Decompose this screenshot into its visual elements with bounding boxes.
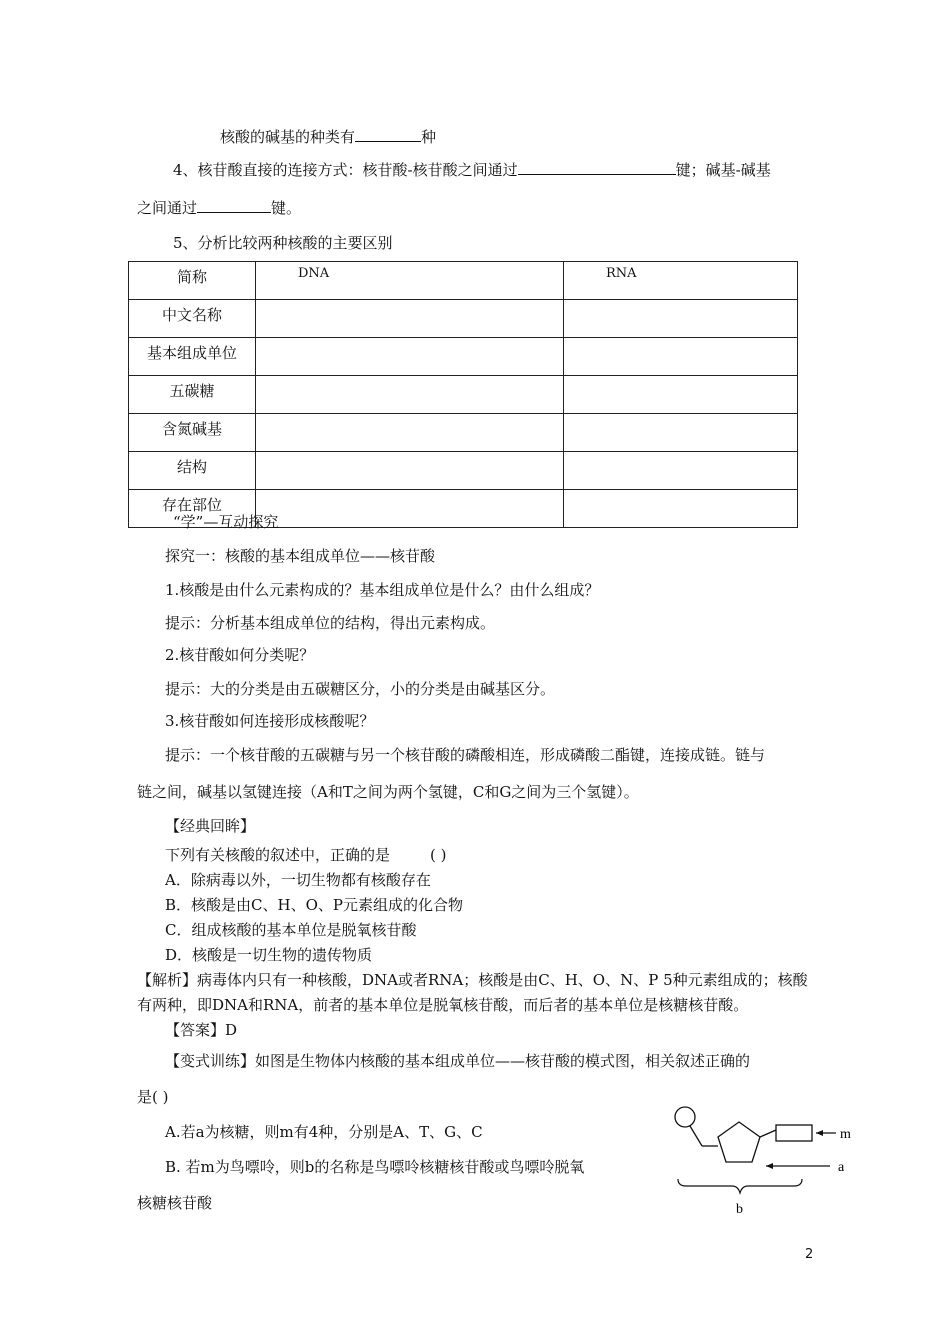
blank-bases[interactable] <box>355 127 421 142</box>
variant-option-a[interactable]: A.若a为核糖，则m有4种，分别是A、T、G、C <box>165 1123 483 1141</box>
arrow-a-head <box>766 1163 773 1169</box>
q4-text-d: 键。 <box>271 199 302 217</box>
bases-line <box>220 127 436 147</box>
q4-text-b: 键；碱基-碱基 <box>675 161 771 179</box>
table-row <box>129 300 798 338</box>
explore-title: 探究一：核酸的基本组成单位——核苷酸 <box>165 547 436 565</box>
cell-rna[interactable] <box>564 338 798 376</box>
arrow-m-head <box>816 1130 823 1136</box>
phosphate-circle <box>675 1107 695 1127</box>
nucleotide-diagram <box>668 1102 868 1222</box>
bases-suffix: 种 <box>421 128 437 146</box>
table-row <box>129 452 798 490</box>
cell-rna[interactable] <box>564 414 798 452</box>
variant-option-b-line2: 核糖核苷酸 <box>137 1194 213 1212</box>
row-label: 结构 <box>129 452 256 490</box>
cell-rna[interactable] <box>564 300 798 338</box>
table-row <box>129 338 798 376</box>
q4-text-c: 之间通过 <box>137 199 198 217</box>
q5-line: 5、分析比较两种核酸的主要区别 <box>173 234 393 252</box>
label-a: a <box>838 1160 845 1175</box>
option-d[interactable]: D．核酸是一切生物的遗传物质 <box>165 946 373 964</box>
pentose-sugar <box>718 1122 760 1162</box>
bases-prefix: 核酸的碱基的种类有 <box>220 128 356 146</box>
blank-base-bond[interactable] <box>197 198 271 213</box>
variant-option-b-line1[interactable]: B. 若m为鸟嘌呤，则b的名称是鸟嘌呤核糖核苷酸或鸟嘌呤脱氧 <box>165 1158 585 1176</box>
explore-q1: 1.核酸是由什么元素构成的？基本组成单位是什么？由什么组成？ <box>165 581 600 599</box>
base-box <box>776 1125 812 1141</box>
nucleic-acid-comparison-table <box>128 261 798 528</box>
cell-dna[interactable] <box>256 376 564 414</box>
classic-stem-line <box>165 845 447 865</box>
label-b: b <box>736 1202 743 1217</box>
explore-hint1: 提示：分析基本组成单位的结构，得出元素构成。 <box>165 614 496 632</box>
row-label: 存在部位 <box>129 490 256 528</box>
cell-dna[interactable] <box>256 490 564 528</box>
q4-line1 <box>173 160 771 180</box>
table-header-row <box>129 262 798 300</box>
explore-hint3-line1: 提示：一个核苷酸的五碳糖与另一个核苷酸的磷酸相连，形成磷酸二酯键，连接成链。链与 <box>165 746 766 764</box>
analysis-line1: 【解析】病毒体内只有一种核酸，DNA或者RNA；核酸是由C、H、O、N、P 5种元素组成的；核酸 <box>137 971 808 989</box>
option-b[interactable]: B．核酸是由C、H、O、P元素组成的化合物 <box>165 896 463 914</box>
row-label: 中文名称 <box>129 300 256 338</box>
explore-hint3-line2: 链之间，碱基以氢键连接（A和T之间为两个氢键，C和G之间为三个氢键）。 <box>137 783 639 801</box>
explore-q2: 2.核苷酸如何分类呢？ <box>165 646 315 664</box>
cell-dna[interactable] <box>256 338 564 376</box>
q4-line2 <box>137 198 301 218</box>
variant-stem-line2: 是( ) <box>137 1088 169 1106</box>
classic-heading: 【经典回眸】 <box>165 817 256 835</box>
page-number: 2 <box>805 1247 814 1262</box>
explore-heading: “学”—互动探究 <box>173 513 279 531</box>
explore-hint2: 提示：大的分类是由五碳糖区分，小的分类是由碱基区分。 <box>165 680 556 698</box>
q4-text-a: 4、核苷酸直接的连接方式：核苷酸-核苷酸之间通过 <box>173 161 518 179</box>
cell-rna[interactable] <box>564 452 798 490</box>
cell-dna[interactable] <box>256 452 564 490</box>
row-label: 基本组成单位 <box>129 338 256 376</box>
brace-b <box>678 1179 802 1193</box>
classic-stem: 下列有关核酸的叙述中，正确的是 <box>165 846 391 864</box>
table-row <box>129 414 798 452</box>
header-rna: RNA <box>564 262 798 300</box>
option-c[interactable]: C．组成核酸的基本单位是脱氧核苷酸 <box>165 921 417 939</box>
phosphate-bond <box>690 1126 702 1146</box>
answer-line: 【答案】D <box>165 1021 238 1039</box>
sugar-base-bond <box>760 1130 776 1137</box>
explore-q3: 3.核苷酸如何连接形成核酸呢？ <box>165 712 375 730</box>
row-label: 含氮碱基 <box>129 414 256 452</box>
row-label: 五碳糖 <box>129 376 256 414</box>
header-dna: DNA <box>256 262 564 300</box>
cell-dna[interactable] <box>256 300 564 338</box>
cell-rna[interactable] <box>564 490 798 528</box>
option-a[interactable]: A．除病毒以外，一切生物都有核酸存在 <box>165 871 431 889</box>
table-row <box>129 376 798 414</box>
label-m: m <box>840 1127 851 1142</box>
blank-nucleotide-bond[interactable] <box>518 160 676 175</box>
header-abbr: 简称 <box>129 262 256 300</box>
analysis-line2: 有两种，即DNA和RNA，前者的基本单位是脱氧核苷酸，而后者的基本单位是核糖核苷酸。 <box>137 996 749 1014</box>
variant-stem-line1: 【变式训练】如图是生物体内核酸的基本组成单位——核苷酸的模式图，相关叙述正确的 <box>165 1052 751 1070</box>
answer-parentheses[interactable]: ( ) <box>430 846 447 864</box>
cell-rna[interactable] <box>564 376 798 414</box>
cell-dna[interactable] <box>256 414 564 452</box>
